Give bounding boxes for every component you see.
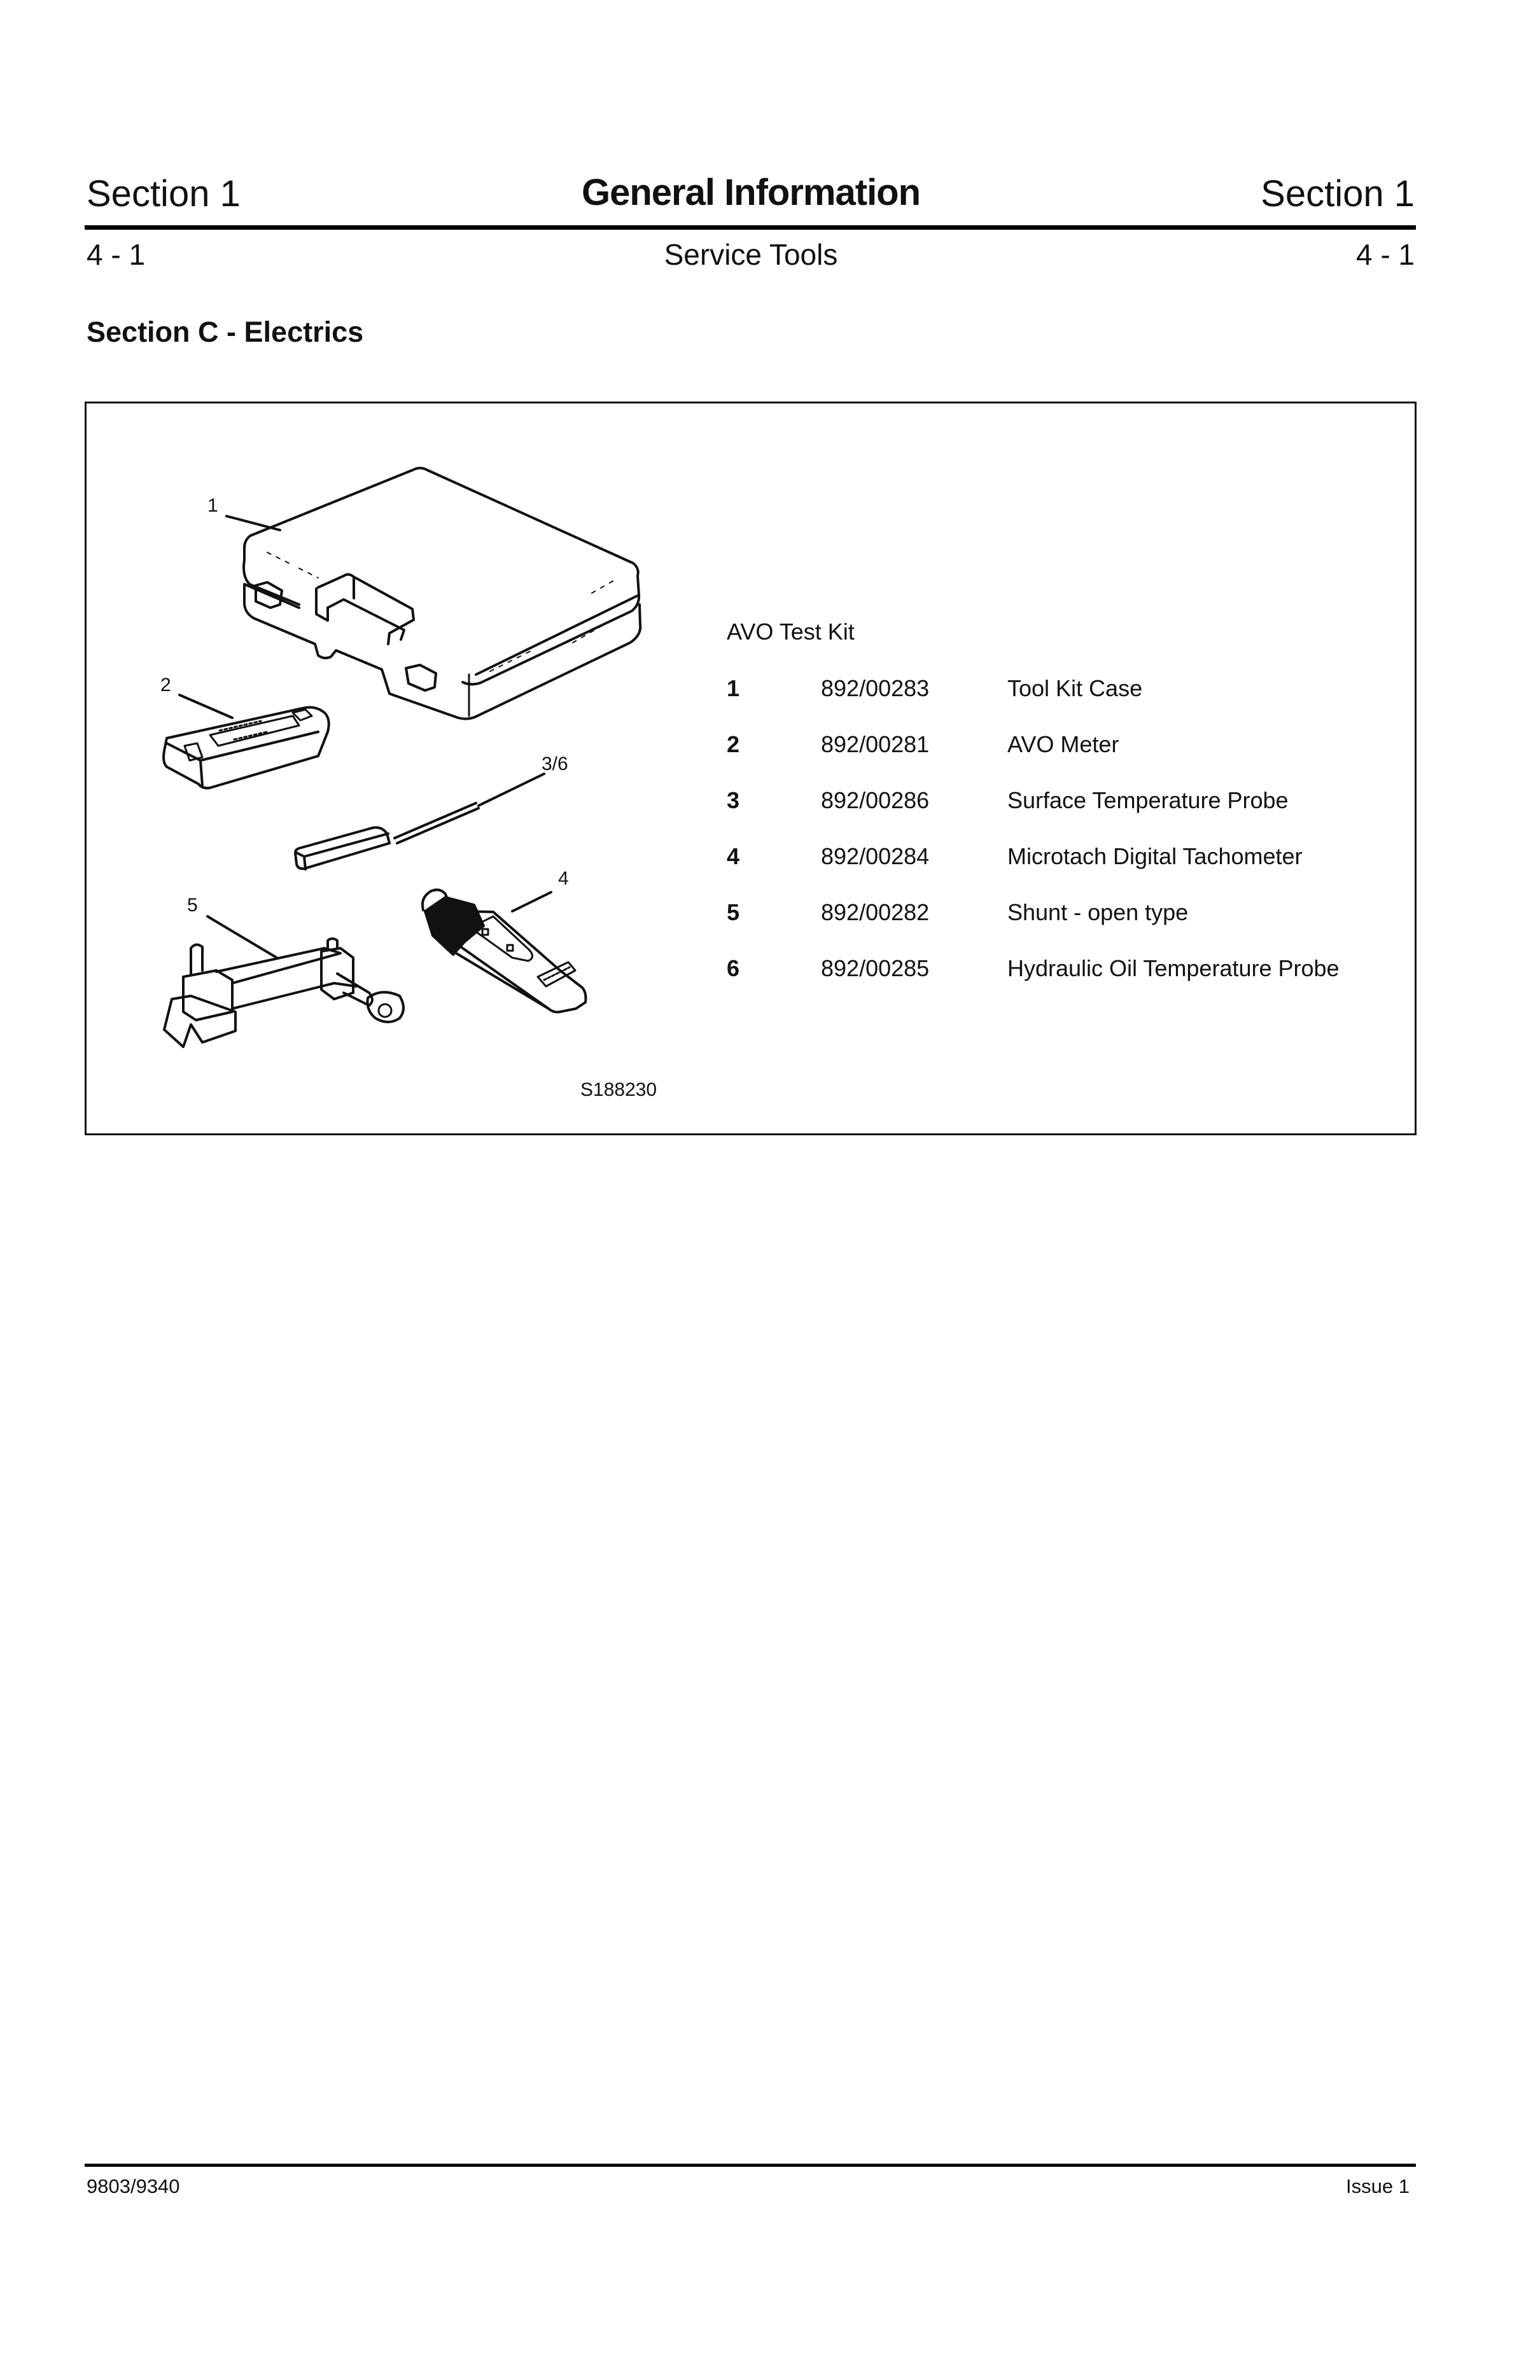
item-number: 3 bbox=[727, 787, 740, 813]
part-number: 892/00286 bbox=[821, 787, 930, 813]
item-description: Surface Temperature Probe bbox=[1007, 787, 1289, 813]
callout-3-6: 3/6 bbox=[542, 753, 568, 774]
document-number: 9803/9340 bbox=[87, 2175, 180, 2197]
page-subtitle: Service Tools bbox=[664, 238, 838, 271]
item-description: Hydraulic Oil Temperature Probe bbox=[1007, 955, 1340, 981]
part-number: 892/00281 bbox=[821, 731, 930, 757]
kit-title: AVO Test Kit bbox=[727, 619, 855, 645]
item-number: 4 bbox=[727, 843, 740, 869]
callout-5: 5 bbox=[187, 895, 198, 916]
figure-frame bbox=[85, 402, 1417, 1135]
part-number: 892/00282 bbox=[821, 899, 930, 925]
item-description: Shunt - open type bbox=[1007, 899, 1189, 925]
item-number: 6 bbox=[727, 955, 740, 981]
page-number-left: 4 - 1 bbox=[87, 238, 146, 271]
callout-4: 4 bbox=[558, 868, 569, 889]
page-title: General Information bbox=[581, 172, 921, 213]
item-description: AVO Meter bbox=[1007, 731, 1119, 757]
part-number: 892/00283 bbox=[821, 675, 930, 701]
header-section-right: Section 1 bbox=[1261, 173, 1415, 214]
part-number: 892/00285 bbox=[821, 955, 930, 981]
callout-2: 2 bbox=[160, 675, 171, 696]
footer-rule bbox=[85, 2164, 1416, 2167]
item-description: Tool Kit Case bbox=[1007, 675, 1143, 701]
item-description: Microtach Digital Tachometer bbox=[1007, 843, 1303, 869]
page-number-right: 4 - 1 bbox=[1355, 238, 1415, 271]
issue-number: Issue 1 bbox=[1346, 2175, 1410, 2197]
item-number: 1 bbox=[727, 675, 740, 701]
part-number: 892/00284 bbox=[821, 843, 930, 869]
callout-1: 1 bbox=[207, 495, 218, 516]
item-number: 2 bbox=[727, 731, 740, 757]
section-heading: Section C - Electrics bbox=[87, 316, 364, 348]
header-section-left: Section 1 bbox=[87, 173, 241, 214]
figure-caption: S188230 bbox=[580, 1079, 657, 1100]
header-rule bbox=[85, 225, 1416, 230]
item-number: 5 bbox=[727, 899, 740, 925]
